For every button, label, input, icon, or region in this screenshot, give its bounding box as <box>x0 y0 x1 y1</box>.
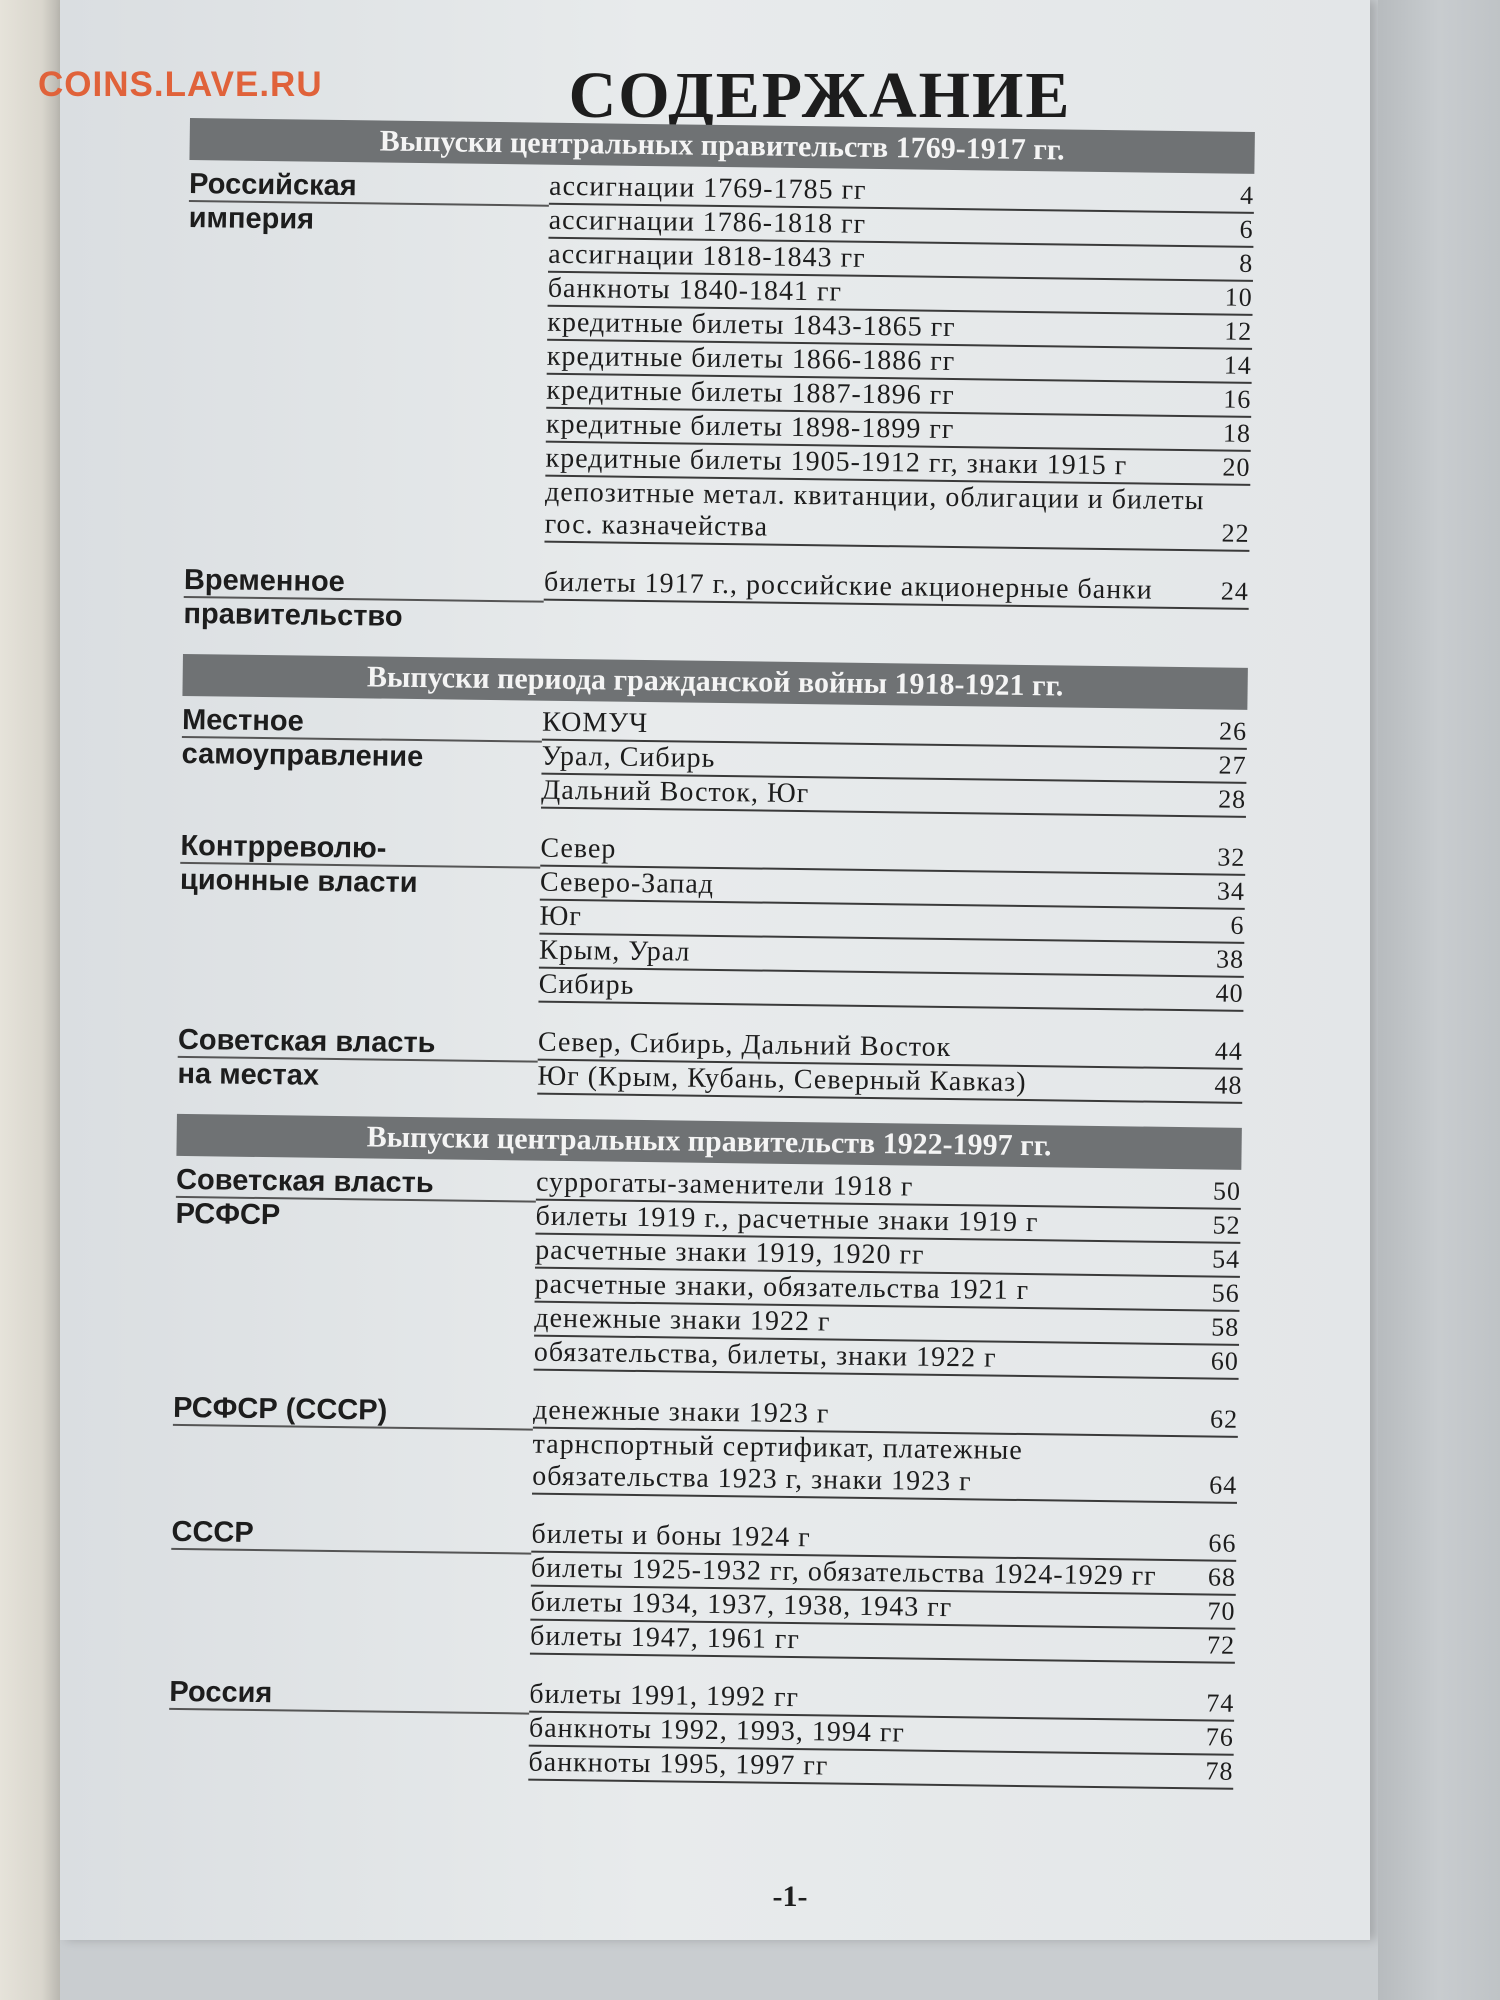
group-label <box>172 1390 533 1495</box>
entry-page-number: 14 <box>1223 350 1253 380</box>
entry-page-number: 6 <box>1230 910 1245 940</box>
entry-title: банкноты 1840-1841 гг <box>547 272 843 308</box>
toc-entry <box>544 477 1250 552</box>
entry-title: кредитные билеты 1898-1899 гг <box>545 408 955 446</box>
entry-title: билеты 1925-1932 гг, обязательства 1924-1929 гг <box>530 1552 1157 1592</box>
background-surface <box>1378 0 1500 2000</box>
group-label-line: Советская власть <box>178 1024 538 1063</box>
group-label-line: правительство <box>183 597 403 633</box>
entry-page-number: 78 <box>1205 1756 1234 1786</box>
entry-title: расчетные знаки 1919, 1920 гг <box>535 1234 925 1271</box>
entry-page-number: 40 <box>1215 978 1244 1008</box>
watermark: COINS.LAVE.RU <box>38 65 323 104</box>
toc-group <box>178 828 1280 1012</box>
entry-page-number: 70 <box>1207 1596 1236 1626</box>
entry-list <box>534 1167 1242 1380</box>
entry-page-number: 50 <box>1212 1176 1242 1206</box>
entry-list <box>543 567 1249 644</box>
entry-page-number: 76 <box>1205 1722 1235 1752</box>
toc-group <box>170 1514 1272 1664</box>
entry-title: кредитные билеты 1843-1865 гг <box>547 306 956 344</box>
entry-page-number: 12 <box>1224 316 1253 346</box>
page-title: СОДЕРЖАНИЕ <box>568 59 1072 132</box>
toc-group <box>168 1674 1269 1790</box>
group-label-line: СССР <box>171 1516 531 1555</box>
entry-page-number: 52 <box>1212 1210 1241 1240</box>
entry-page-number: 68 <box>1207 1562 1237 1592</box>
entry-list <box>541 707 1247 818</box>
entry-list <box>544 171 1254 552</box>
entry-page-number: 26 <box>1218 716 1248 746</box>
entry-page-number: 22 <box>1221 518 1250 548</box>
toc-group <box>183 562 1284 644</box>
entry-title: ассигнации 1769-1785 гг <box>548 170 867 206</box>
entry-title: суррогаты-заменители 1918 г <box>535 1166 914 1203</box>
group-label <box>174 1162 537 1371</box>
group-label-line: Местное <box>182 704 542 743</box>
entry-list <box>530 1519 1237 1664</box>
entry-title: билеты 1934, 1937, 1938, 1943 гг <box>530 1586 953 1624</box>
entry-list <box>532 1395 1238 1504</box>
group-label <box>168 1674 529 1781</box>
group-label-line: Советская власть <box>176 1164 536 1203</box>
group-label <box>177 1022 538 1095</box>
group-label <box>178 828 540 1003</box>
entry-title: кредитные билеты 1887-1896 гг <box>546 374 955 412</box>
entry-title: ассигнации 1818-1843 гг <box>548 238 866 274</box>
entry-title: тарнспортный сертификат, платежные обязательства 1923 г, знаки 1923 г <box>532 1428 1023 1498</box>
toc-group <box>172 1390 1273 1504</box>
section-heading: Выпуски периода гражданской войны 1918-1921 гг. <box>182 654 1247 710</box>
group-label-line: Российская <box>189 168 549 207</box>
group-label <box>170 1514 532 1655</box>
group-label-line: империя <box>188 201 315 236</box>
entry-page-number: 28 <box>1217 784 1247 814</box>
group-label-line: самоуправление <box>181 737 424 774</box>
entry-page-number: 24 <box>1220 576 1250 606</box>
section-heading: Выпуски центральных правительств 1922-1997 гг. <box>176 1114 1241 1170</box>
entry-list <box>528 1679 1234 1790</box>
entry-title: Север, Сибирь, Дальний Восток <box>537 1026 952 1064</box>
entry-title: Юг <box>539 900 583 933</box>
entry-page-number: 6 <box>1239 214 1254 244</box>
entry-title: билеты 1947, 1961 гг <box>529 1620 800 1656</box>
entry-page-number: 4 <box>1239 180 1255 210</box>
entry-title: билеты и боны 1924 г <box>531 1518 811 1554</box>
group-label <box>183 562 544 635</box>
entry-title: банкноты 1992, 1993, 1994 гг <box>528 1712 906 1749</box>
entry-page-number: 20 <box>1222 452 1251 482</box>
entry-title: КОМУЧ <box>541 706 649 740</box>
entry-page-number: 34 <box>1216 876 1246 906</box>
toc-group <box>174 1162 1277 1380</box>
entry-page-number: 62 <box>1209 1404 1239 1434</box>
page-number: -1- <box>772 1880 808 1913</box>
group-label <box>185 166 550 543</box>
entry-title: Урал, Сибирь <box>541 740 716 774</box>
group-label-line: Временное <box>184 564 544 603</box>
entry-page-number: 32 <box>1217 842 1246 872</box>
entry-title: обязательства, билеты, знаки 1922 г <box>533 1336 997 1374</box>
entry-title: Северо-Запад <box>539 866 715 900</box>
entry-title: банкноты 1995, 1997 гг <box>528 1746 829 1782</box>
group-label-line: РСФСР <box>175 1197 281 1232</box>
entry-page-number: 10 <box>1224 282 1253 312</box>
entry-page-number: 18 <box>1222 418 1252 448</box>
entry-page-number: 72 <box>1206 1630 1236 1660</box>
entry-title: кредитные билеты 1905-1912 гг, знаки 1915 г <box>545 442 1128 482</box>
entry-title: кредитные билеты 1866-1886 гг <box>546 340 956 378</box>
entry-page-number: 74 <box>1206 1688 1235 1718</box>
toc-group <box>185 166 1290 552</box>
entry-title: денежные знаки 1922 г <box>534 1302 831 1338</box>
entry-page-number: 8 <box>1238 248 1254 278</box>
entry-page-number: 16 <box>1223 384 1252 414</box>
entry-page-number: 58 <box>1211 1312 1240 1342</box>
book-spine <box>0 0 60 2000</box>
entry-page-number: 60 <box>1210 1346 1240 1376</box>
entry-page-number: 54 <box>1211 1244 1241 1274</box>
table-of-contents <box>168 118 1290 1814</box>
entry-page-number: 44 <box>1214 1036 1244 1066</box>
entry-page-number: 66 <box>1208 1528 1237 1558</box>
group-label-line: на местах <box>177 1057 320 1092</box>
entry-title: Крым, Урал <box>538 934 691 968</box>
group-label-line: Контрреволю- <box>180 830 540 869</box>
entry-page-number: 27 <box>1218 750 1247 780</box>
entry-title: Юг (Крым, Кубань, Северный Кавказ) <box>537 1060 1027 1099</box>
entry-title: билеты 1919 г., расчетные знаки 1919 г <box>535 1200 1039 1239</box>
toc-group <box>181 702 1282 818</box>
entry-title: билеты 1917 г., российские акционерные банки <box>543 566 1153 606</box>
entry-title: Дальний Восток, Юг <box>541 774 810 810</box>
entry-title: Север <box>540 832 617 865</box>
group-label-line: ционные власти <box>179 863 418 900</box>
entry-title: денежные знаки 1923 г <box>532 1394 830 1430</box>
section-heading: Выпуски центральных правительств 1769-1917 гг. <box>189 118 1254 174</box>
entry-title: билеты 1991, 1992 гг <box>529 1678 800 1714</box>
group-label-line: РСФСР (СССР) <box>173 1392 533 1431</box>
entry-list <box>538 833 1245 1012</box>
entry-page-number: 38 <box>1215 944 1245 974</box>
entry-title: расчетные знаки, обязательства 1921 г <box>534 1268 1030 1307</box>
entry-title: депозитные метал. квитанции, облигации и билеты гос. казначейства <box>544 476 1205 543</box>
entry-page-number: 48 <box>1214 1070 1243 1100</box>
entry-page-number: 64 <box>1209 1470 1238 1500</box>
entry-title: ассигнации 1786-1818 гг <box>548 204 867 240</box>
group-label-line: Россия <box>169 1676 529 1715</box>
toc-group <box>177 1022 1278 1104</box>
toc-entry <box>532 1429 1238 1504</box>
toc-entry <box>544 567 1249 610</box>
entry-page-number: 56 <box>1211 1278 1240 1308</box>
entry-list <box>537 1027 1243 1104</box>
group-label <box>181 702 542 809</box>
entry-title: Сибирь <box>538 968 635 1001</box>
